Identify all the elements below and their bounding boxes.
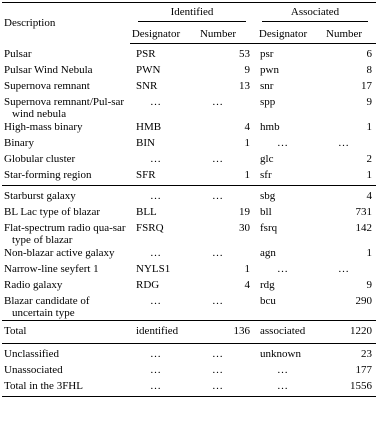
identified-designator-cell: NYLS1 [136,262,171,275]
associated-designator-cell: rdg [260,278,275,291]
header-row-primary [2,3,376,26]
identified-designator-cell: BLL [136,205,157,218]
description-cell: Radio galaxy [4,278,63,291]
identified-designator-cell: PSR [136,48,156,60]
associated-designator-cell: snr [260,80,274,92]
table-header [2,3,376,44]
associated-designator-cell: spp [260,96,276,108]
description-cell: Unclassified [4,347,59,360]
associated-designator-cell: sfr [254,169,312,186]
description-cell: Supernova remnant [4,80,90,92]
associated-number-header: Number [312,25,376,44]
description-cell: Narrow-line seyfert 1 [4,262,99,275]
identified-number-cell: … [212,363,224,376]
identified-number-cell: … [212,189,224,202]
associated-designator-cell: agn [260,246,276,259]
table-row [2,137,376,153]
footer-section [2,343,376,396]
identified-designator-cell: … [150,347,162,360]
associated-number-cell: 1556 [312,380,376,397]
description-cell: Total in the 3FHL [2,380,130,397]
identified-number-cell: … [212,152,224,165]
identified-designator-cell: BIN [136,136,155,149]
table-row [2,80,376,96]
associated-total-designator: associated [254,320,312,343]
identified-header-label: Identified [138,6,246,22]
associated-designator-cell: pwn [260,64,279,76]
associated-number-cell: 9 [366,278,373,291]
identified-designator-cell: … [150,363,162,376]
identified-designator-cell: … [130,295,182,320]
identified-designator-cell: … [130,380,182,397]
identified-number-cell: 19 [239,205,251,218]
description-cell: Pulsar [4,48,32,60]
description-cell: High-mass binary [4,120,83,133]
description-text: Blazar candidate of uncertain type [4,294,90,320]
associated-designator-cell: … [277,363,290,376]
associated-total-number: 1220 [312,320,376,343]
associated-designator-cell: … [277,262,290,275]
associated-number-cell: 1 [366,246,373,259]
identified-designator-header: Designator [130,25,182,44]
table-row [2,206,376,222]
table-row [2,348,376,364]
associated-designator-header: Designator [254,25,312,44]
table-row [2,153,376,169]
associated-number-cell: 1 [366,120,373,133]
associated-designator-cell: fsrq [260,221,278,234]
table-row [2,295,376,320]
associated-number-cell: 142 [355,221,373,234]
table-row [2,380,376,397]
identified-designator-cell: … [150,152,162,165]
table-row [2,64,376,80]
associated-number-cell: 4 [366,189,373,202]
identified-designator-cell: PWN [136,64,161,76]
identified-total-designator: identified [130,320,182,343]
table-row [2,222,376,247]
associated-designator-cell: psr [260,48,274,60]
description-cell [2,96,130,121]
associated-number-cell: … [338,262,351,275]
identified-designator-cell: HMB [136,120,162,133]
associated-number-cell: 2 [366,152,373,165]
identified-designator-cell: FSRQ [136,221,164,234]
identified-number-cell: 4 [244,120,251,133]
identified-number-cell: … [212,96,224,108]
source-class-table [2,2,376,397]
table-row [2,279,376,295]
associated-number-cell: 17 [361,80,373,92]
total-label: Total [2,320,130,343]
associated-number-cell: 6 [366,48,373,60]
associated-number-cell: 290 [312,295,376,320]
description-cell: Globular cluster [4,152,76,165]
table-row [2,96,376,121]
associated-designator-cell: sbg [260,189,276,202]
table-row [2,263,376,279]
identified-number-cell: 30 [239,221,251,234]
table-row [2,48,376,64]
associated-designator-cell: hmb [260,120,280,133]
identified-header [130,3,254,26]
associated-designator-cell: … [254,380,312,397]
associated-number-cell: 8 [366,64,373,76]
description-cell [2,295,130,320]
associated-designator-cell: unknown [260,347,301,360]
identified-number-cell: 13 [239,80,251,92]
identified-number-cell: 1 [182,169,254,186]
associated-designator-cell: bcu [254,295,312,320]
description-header: Description [2,3,130,44]
description-text: Flat-spectrum radio qua-sar type of blazar [4,221,126,247]
description-cell: Unassociated [4,363,63,376]
total-row [2,320,376,343]
identified-number-cell: … [182,295,254,320]
total-section [2,320,376,343]
galactic-group [2,44,376,186]
identified-number-cell: 1 [244,136,251,149]
description-cell: Non-blazar active galaxy [4,246,115,259]
identified-designator-cell: SNR [136,80,158,92]
table-row [2,121,376,137]
identified-total-number: 136 [182,320,254,343]
associated-number-cell: 1 [312,169,376,186]
identified-number-cell: 4 [244,278,251,291]
identified-number-cell: … [212,246,224,259]
description-text: Supernova remnant/Pul-sar wind nebula [4,96,125,121]
associated-designator-cell: … [277,136,290,149]
associated-designator-cell: glc [260,152,274,165]
associated-number-cell: … [338,136,351,149]
description-cell: Star-forming region [2,169,130,186]
associated-number-cell: 9 [366,96,373,108]
associated-number-cell: 23 [361,347,373,360]
description-cell [2,222,130,247]
description-cell: Starburst galaxy [4,189,76,202]
identified-designator-cell: RDG [136,278,160,291]
identified-number-cell: 53 [239,48,251,60]
identified-designator-cell: … [150,246,162,259]
table-row [2,190,376,206]
associated-number-cell: 177 [355,363,373,376]
table-row [2,169,376,186]
table-row [2,364,376,380]
identified-number-header: Number [182,25,254,44]
identified-designator-cell: SFR [130,169,182,186]
associated-number-cell: 731 [355,205,373,218]
description-cell: BL Lac type of blazar [4,205,101,218]
identified-designator-cell: … [150,96,162,108]
description-cell: Pulsar Wind Nebula [4,64,93,76]
identified-number-cell: … [212,347,224,360]
table-row [2,247,376,263]
identified-designator-cell: … [150,189,162,202]
extragalactic-group [2,185,376,320]
associated-designator-cell: bll [260,205,272,218]
associated-header-label: Associated [262,6,368,22]
identified-number-cell: … [182,380,254,397]
description-cell: Binary [4,136,34,149]
identified-number-cell: 9 [244,64,251,76]
associated-header [254,3,376,26]
identified-number-cell: 1 [244,262,251,275]
